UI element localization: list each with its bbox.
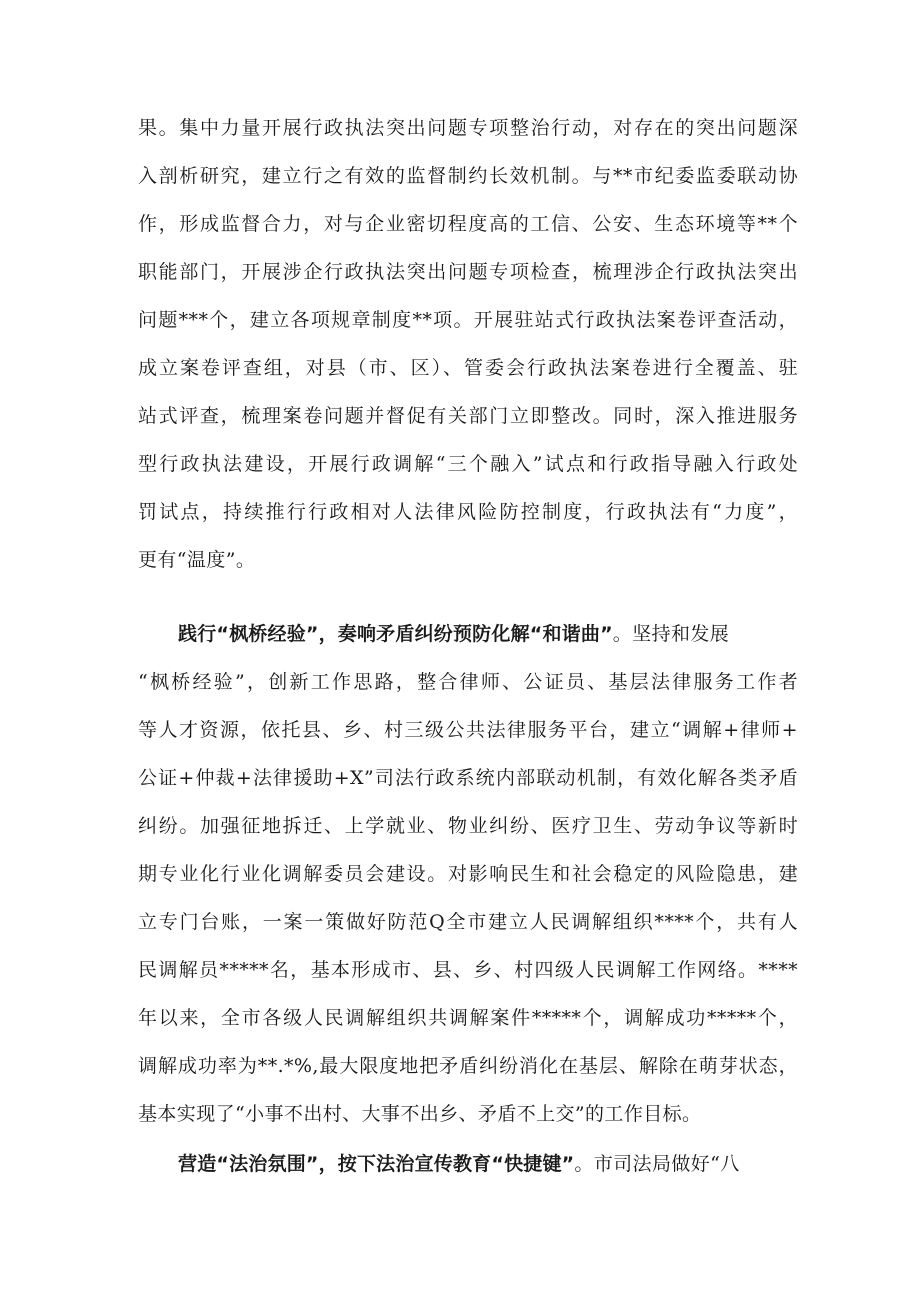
text-line: 作，形成监督合力，对与企业密切程度高的工信、公安、生态环境等**个 [138,213,798,235]
paragraph-1 [138,104,798,584]
text-line: 成立案卷评查组，对县（市、区）、管委会行政执法案卷进行全覆盖、驻 [138,357,798,379]
text-line: 果。集中力量开展行政执法突出问题专项整治行动，对存在的突出问题深 [138,117,798,139]
text-line: 年以来，全市各级人民调解组织共调解案件*****个，调解成功*****个， [138,1007,798,1029]
text-line: 站式评查，梳理案卷问题并督促有关部门立即整改。同时，深入推进服务 [138,405,798,427]
text-line: 罚试点，持续推行行政相对人法律风险防控制度，行政执法有“力度”， [138,501,798,523]
text-line: 立专门台账，一案一策做好防范Q全市建立人民调解组织****个，共有人 [138,911,798,933]
paragraph-lead-text: 。坚持和发展 [612,623,730,645]
text-line: 基本实现了“小事不出村、大事不出乡、矛盾不上交”的工作目标。 [138,1103,702,1125]
text-line: 公证+仲裁+法律援助+X”司法行政系统内部联动机制，有效化解各类矛盾 [138,767,798,789]
text-line: 型行政执法建设，开展行政调解“三个融入”试点和行政指导融入行政处 [138,453,798,475]
paragraph-first-line [138,610,798,658]
text-line: 入剖析研究，建立行之有效的监督制约长效机制。与**市纪委监委联动协 [138,165,798,187]
paragraph-2 [138,610,798,1138]
paragraph-first-line [138,1140,798,1188]
text-line: 纠纷。加强征地拆迁、上学就业、物业纠纷、医疗卫生、劳动争议等新时 [138,815,798,837]
text-line: “枫桥经验”，创新工作思路，整合律师、公证员、基层法律服务工作者 [138,671,798,693]
paragraph-lead-text: 。市司法局做好“八 [574,1153,740,1175]
text-line: 调解成功率为**.*%,最大限度地把矛盾纠纷消化在基层、解除在萌芽状态， [138,1055,798,1077]
text-line: 等人才资源，依托县、乡、村三级公共法律服务平台，建立“调解+律师+ [138,719,798,741]
text-line: 问题***个，建立各项规章制度**项。开展驻站式行政执法案卷评查活动， [138,309,798,331]
text-line: 更有“温度”。 [138,549,256,571]
paragraph-heading: 践行“枫桥经验”，奏响矛盾纠纷预防化解“和谐曲” [178,623,613,645]
text-line: 职能部门，开展涉企行政执法突出问题专项检查，梳理涉企行政执法突出 [138,261,798,283]
paragraph-heading: 营造“法治氛围”，按下法治宣传教育“快捷键” [178,1153,575,1175]
text-line: 期专业化行业化调解委员会建设。对影响民生和社会稳定的风险隐患，建 [138,863,798,885]
paragraph-3 [138,1140,798,1188]
text-line: 民调解员*****名，基本形成市、县、乡、村四级人民调解工作网络。**** [138,959,798,981]
